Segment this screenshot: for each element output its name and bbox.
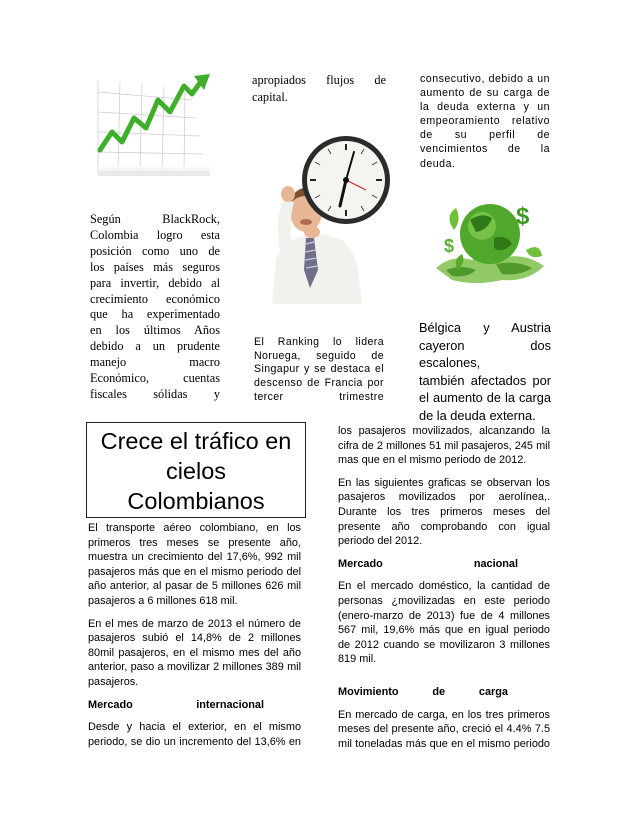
text-line: la deuda externa y un (420, 101, 550, 114)
svg-text:$: $ (444, 236, 455, 256)
paragraph: En el mes de marzo de 2013 el número de pasajeros subió el 14,8% de 2 millones 80mil pasajeros, en el mismo mes del año anterior, paso a movilizar 2 millones 389 mil pasajeros. (88, 617, 301, 688)
subheading-mercado-internacional (88, 698, 264, 713)
capital-flows-text (252, 72, 386, 106)
headline-line: Crece el tráfico en (100, 428, 292, 454)
svg-text:$: $ (516, 203, 530, 230)
man-with-clock-image (262, 120, 390, 304)
text-line: Según BlackRock, (90, 212, 220, 226)
paragraph: los pasajeros movilizados, alcanzando la cifra de 2 millones 51 mil pasajeros, 245 mil mas que en el mismo periodo de 2012. (338, 425, 550, 467)
text-line: capital. (252, 90, 288, 104)
text-line: tercer trimestre (254, 390, 384, 403)
headline-line: Colombianos (127, 488, 265, 514)
paragraph: En el mercado doméstico, la cantidad de personas ¿movilizadas en este periodo (enero-marzo de 2013) fue de 4 millones 567 mil, 19,6% más que en igual periodo de 2012 cuando se movilizaron 3 millones 819 mil. (338, 580, 550, 666)
belgica-paragraph (419, 319, 551, 425)
text-line: deuda. (420, 157, 456, 170)
intro-paragraph (90, 212, 220, 403)
subheading-word: de (432, 685, 446, 698)
text-line: Noruega, seguido de (254, 349, 384, 362)
text-line: que ha experimentado (90, 307, 220, 322)
text-line: para invertir, debido al (90, 275, 220, 290)
text-line: crecimiento económico (90, 291, 220, 306)
subheading-word: carga (478, 685, 508, 698)
text-line: vencimientos de la (420, 143, 550, 156)
text-line: en los últimos Años (90, 323, 220, 338)
subheading-word: Mercado (88, 698, 133, 711)
subheading-word: nacional (473, 557, 518, 570)
text-line: El Ranking lo lidera (254, 336, 384, 348)
debt-paragraph (420, 72, 550, 171)
text-line: cayeron dos escalones, (419, 337, 551, 371)
text-line: de la deuda externa. (419, 407, 536, 423)
article-column-right (338, 424, 550, 759)
subheading-mercado-nacional (338, 557, 518, 572)
text-line: empeoramiento relativo (420, 115, 550, 128)
headline-line: cielos (165, 458, 227, 484)
growth-chart-image (88, 72, 216, 182)
ranking-paragraph (254, 336, 384, 405)
text-line: posición como uno de (90, 243, 220, 258)
paragraph: En las siguientes graficas se observan los pasajeros movilizados por aerolínea,. Durante los tres primeros meses del presente año comprobando con igual periodo del 2012. (338, 476, 550, 548)
subheading-word: Mercado (338, 557, 383, 570)
green-money-globe-image (432, 190, 548, 294)
text-line: de su perfil de (420, 129, 550, 142)
text-line: descenso de Francia por (254, 377, 384, 390)
text-line: Bélgica y Austria (419, 320, 551, 335)
paragraph: Desde y hacia el exterior, en el mismo periodo, se dio un incremento del 13,6% en (88, 721, 301, 748)
subheading-word: Movimiento (338, 685, 399, 698)
subheading-movimiento-carga (338, 685, 508, 700)
text-line: Económico, cuentas (90, 371, 220, 386)
text-line: consecutivo, debido a un (420, 73, 550, 85)
text-line: el aumento de la carga (419, 390, 551, 406)
text-line: debido a un prudente (90, 339, 220, 354)
paragraph: El transporte aéreo colombiano, en los primeros tres meses se presente año, muestra un crecimiento del 17,6%, 992 mil pasajeros más que en el mismo periodo del año anterior, al pasar de 5 millones 626 mil pasajeros a 6 millones 618 mil. (88, 522, 301, 607)
text-line: apropiados flujos de (252, 73, 386, 87)
text-line: fiscales sólidas y (90, 386, 220, 401)
text-line: también afectados por (419, 372, 551, 388)
article-headline (86, 422, 306, 518)
text-line: los países más seguros (90, 259, 220, 274)
text-line: manejo macro (90, 355, 220, 370)
text-line: Colombia logro esta (90, 227, 220, 242)
paragraph: En mercado de carga, en los tres primeros meses del presente año, creció el 4.4% 7.5 mil toneladas más que en el mismo periodo (338, 708, 550, 750)
subheading-word: internacional (196, 698, 264, 711)
text-line: Singapur y se destaca el (254, 363, 384, 376)
text-line: aumento de su carga de (420, 87, 550, 100)
article-column-left (88, 521, 301, 757)
